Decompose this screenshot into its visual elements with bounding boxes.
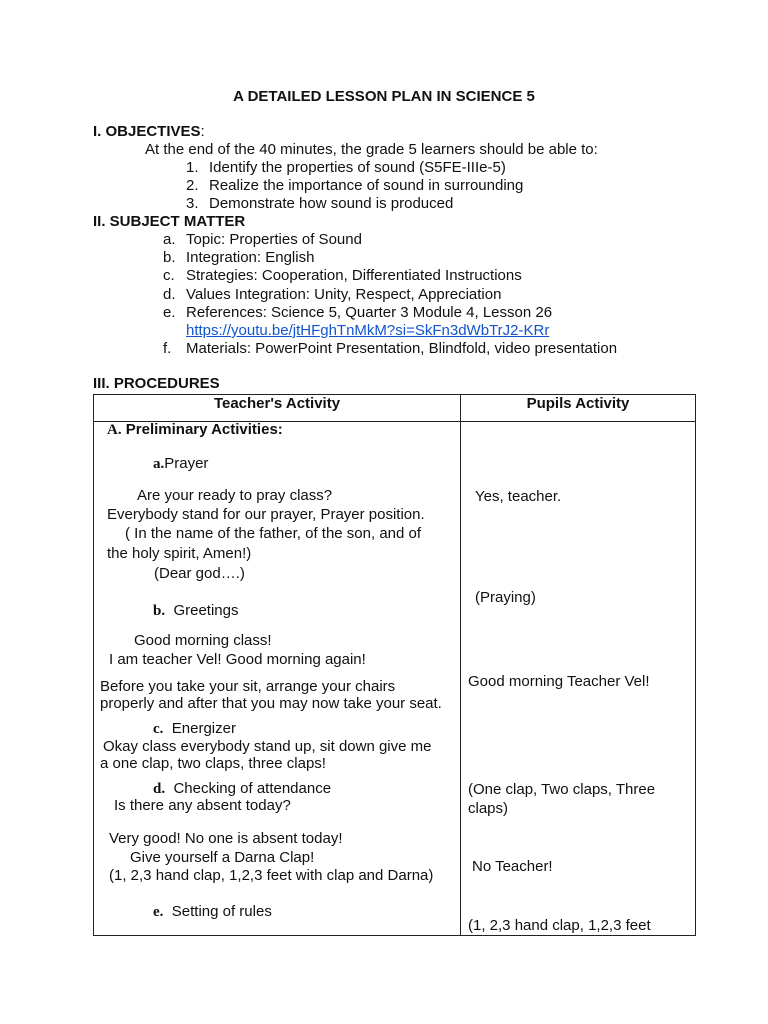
objective-num-3: 3. [186, 195, 199, 212]
pupil-response: claps) [468, 800, 509, 817]
pupil-response: (1, 2,3 hand clap, 1,2,3 feet [468, 917, 651, 934]
attendance-title: Checking of attendance [173, 780, 332, 797]
pupil-response: (Praying) [475, 589, 536, 606]
subject-letter-a: a. [163, 231, 176, 248]
section-label-a: A. [107, 422, 122, 438]
objective-text-2: Realize the importance of sound in surrounding [209, 177, 524, 194]
teacher-line: (1, 2,3 hand clap, 1,2,3 feet with clap and Darna) [109, 867, 434, 884]
energizer-heading [153, 720, 236, 738]
subject-item-integration: Integration: English [186, 249, 315, 266]
objective-num-2: 2. [186, 177, 199, 194]
teacher-line: Before you take your sit, arrange your chairs [100, 678, 396, 695]
prayer-title: Prayer [164, 455, 209, 472]
attendance-letter: d. [153, 781, 166, 797]
preliminary-activities [107, 421, 283, 439]
rules-letter: e. [153, 904, 164, 920]
objectives-heading: I. OBJECTIVES [93, 123, 201, 140]
teacher-line: Good morning class! [134, 632, 272, 649]
subject-letter-c: c. [163, 267, 175, 284]
subject-letter-f: f. [163, 340, 172, 357]
teacher-line: properly and after that you may now take your seat. [100, 695, 442, 712]
subject-letter-d: d. [163, 286, 176, 303]
prayer-letter: a. [153, 456, 165, 472]
objectives-intro: At the end of the 40 minutes, the grade 5 learners should be able to: [145, 141, 598, 158]
greetings-letter: b. [153, 603, 166, 619]
teacher-line: Okay class everybody stand up, sit down give me [103, 738, 432, 755]
subject-letter-e: e. [163, 304, 176, 321]
teacher-line: I am teacher Vel! Good morning again! [109, 651, 366, 668]
section-title-preliminary: Preliminary Activities: [125, 421, 283, 438]
teacher-line: Are your ready to pray class? [137, 487, 333, 504]
pupil-response: No Teacher! [472, 858, 553, 875]
subject-item-topic: Topic: Properties of Sound [186, 231, 362, 248]
prayer-heading [153, 455, 208, 473]
attendance-heading [153, 780, 331, 798]
teacher-line: ( In the name of the father, of the son, and of [125, 525, 422, 542]
teacher-line: Give yourself a Darna Clap! [130, 849, 315, 866]
table-column-divider [460, 394, 461, 935]
subject-matter-heading: II. SUBJECT MATTER [93, 213, 246, 230]
reference-link[interactable]: https://youtu.be/jtHFghTnMkM?si=SkFn3dWbTrJ2-KRr [186, 322, 550, 339]
col-header-pupils: Pupils Activity [526, 395, 630, 412]
objective-num-1: 1. [186, 159, 199, 176]
greetings-title: Greetings [173, 602, 239, 619]
teacher-line: a one clap, two claps, three claps! [100, 755, 326, 772]
procedures-heading: III. PROCEDURES [93, 375, 220, 392]
objective-text-3: Demonstrate how sound is produced [209, 195, 454, 212]
objectives-colon: : [200, 123, 205, 140]
col-header-teacher: Teacher's Activity [213, 395, 341, 412]
teacher-line: the holy spirit, Amen!) [107, 545, 252, 562]
subject-item-strategies: Strategies: Cooperation, Differentiated Instructions [186, 267, 522, 284]
pupil-response: (One clap, Two claps, Three [468, 781, 656, 798]
objectives-heading-row [93, 123, 205, 141]
rules-title: Setting of rules [171, 903, 272, 920]
greetings-heading [153, 602, 238, 620]
teacher-line: Very good! No one is absent today! [109, 830, 343, 847]
energizer-letter: c. [153, 721, 164, 737]
subject-item-values: Values Integration: Unity, Respect, Appreciation [186, 286, 502, 303]
page-title: A DETAILED LESSON PLAN IN SCIENCE 5 [233, 88, 535, 105]
subject-item-materials: Materials: PowerPoint Presentation, Blindfold, video presentation [186, 340, 618, 357]
teacher-line: Everybody stand for our prayer, Prayer position. [107, 506, 425, 523]
pupil-response: Good morning Teacher Vel! [468, 673, 650, 690]
subject-item-references: References: Science 5, Quarter 3 Module 4, Lesson 26 [186, 304, 553, 321]
rules-heading [153, 903, 272, 921]
subject-letter-b: b. [163, 249, 176, 266]
energizer-title: Energizer [171, 720, 236, 737]
teacher-line: Is there any absent today? [114, 797, 291, 814]
pupil-response: Yes, teacher. [475, 488, 562, 505]
teacher-line: (Dear god….) [154, 565, 245, 582]
objective-text-1: Identify the properties of sound (S5FE-IIIe-5) [209, 159, 506, 176]
